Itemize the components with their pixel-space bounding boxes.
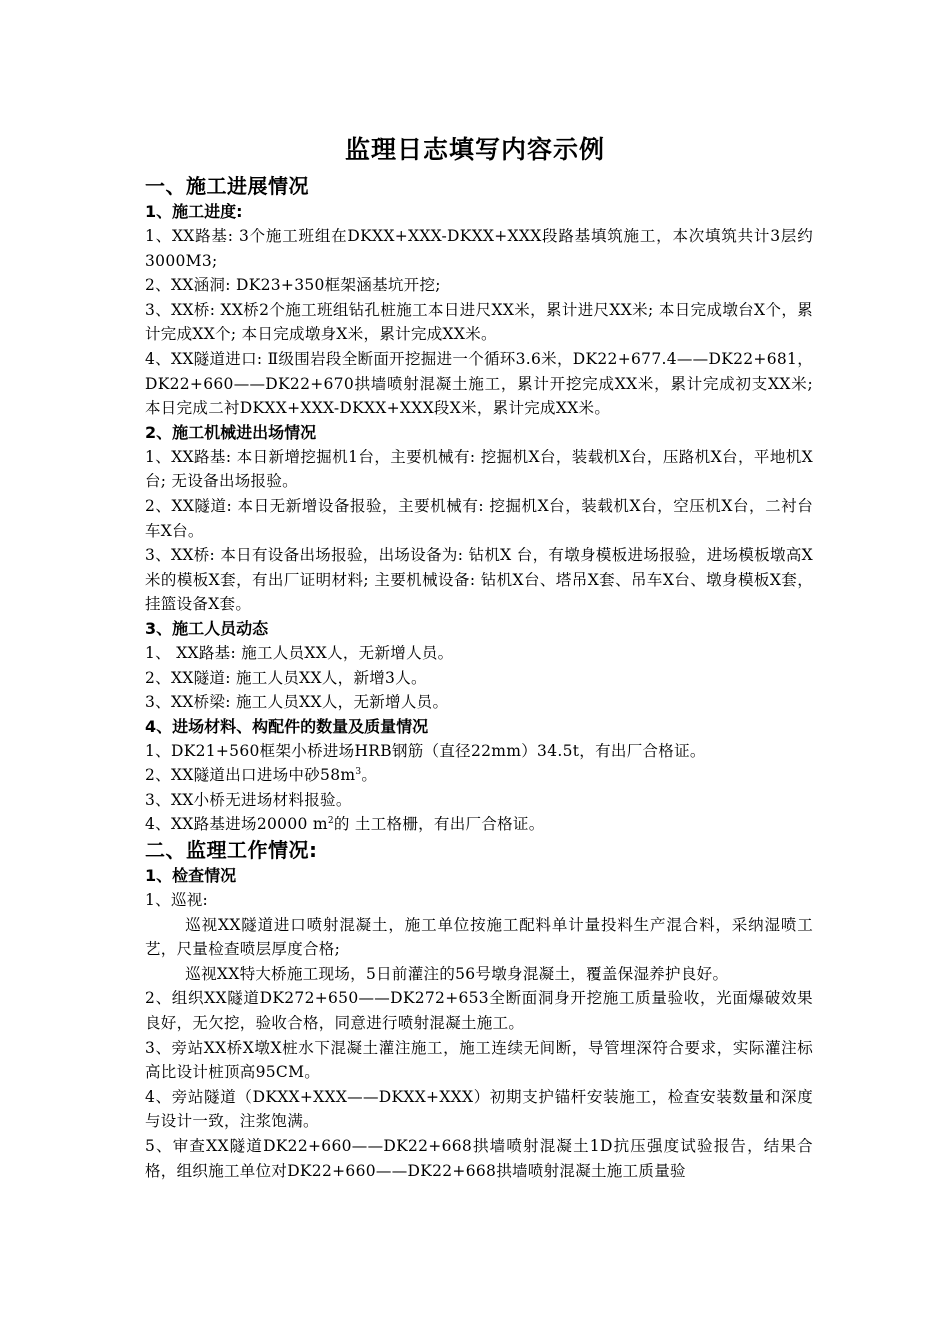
paragraph-machinery-roadbed: 1、XX路基: 本日新增挖掘机1台，主要机械有: 挖掘机X台，装载机X台，压路机X台，平地机X 台; 无设备出场报验。 [145, 447, 813, 491]
paragraph-tunnel: 4、XX隧道进口: Ⅱ级围岩段全断面开挖掘进一个循环3.6米，DK22+677.4——DK22+681，DK22+660——DK22+670拱墙喷射混凝土施工，累计开挖完成XX米，累计完成初支XX米; 本日完成二衬DKXX+XXX-DKXX+XXX段X米，累计完成XX米。 [145, 349, 813, 418]
paragraph-personnel-tunnel: 2、XX隧道: 施工人员XX人，新增3人。 [145, 668, 427, 687]
paragraph-personnel-bridge: 3、XX桥梁: 施工人员XX人，无新增人员。 [145, 693, 449, 712]
materials-sand-text: 2、XX隧道出口进场中砂58m [145, 766, 356, 785]
section-heading-progress: 一、施工进展情况 [145, 174, 309, 198]
superscript-cubic: 3 [355, 767, 362, 778]
paragraph-machinery-bridge: 3、XX桥: 本日有设备出场报验，出场设备为: 钻机X 台，有墩身模板进场报验，进场模板墩高X米的模板X套，有出厂证明材料; 主要机械设备: 钻机X台、塔吊X套、吊车X台、墩身模板X套，挂篮设备X套。 [145, 546, 813, 614]
paragraph-bridge: 3、XX桥: XX桥2个施工班组钻孔桩施工本日进尺XX米，累计进尺XX米; 本日完成墩台X个，累计完成XX个; 本日完成墩身X米，累计完成XX米。 [145, 300, 813, 344]
paragraph-materials-geogrid [145, 812, 813, 837]
paragraph-culvert: 2、XX涵洞: DK23+350框架涵基坑开挖; [145, 276, 441, 295]
paragraph-strength-report: 5、审查XX隧道DK22+660——DK22+668拱墙喷射混凝土1D抗压强度试验报告，结果合格，组织施工单位对DK22+660——DK22+668拱墙喷射混凝土施工质量验 [145, 1137, 813, 1180]
paragraph-materials-steel: 1、DK21+560框架小桥进场HRB钢筋（直径22mm）34.5t，有出厂合格证。 [145, 741, 706, 760]
paragraph-roadbed: 1、XX路基: 3个施工班组在DKXX+XXX-DKXX+XXX段路基填筑施工，本次填筑共计3层约3000M3; [145, 227, 813, 270]
section-heading-supervision: 二、监理工作情况: [145, 838, 318, 863]
document-body [145, 173, 813, 1183]
subheading-personnel: 3、施工人员动态 [145, 618, 269, 638]
paragraph-patrol-bridge: 巡视XX特大桥施工现场，5日前灌注的56号墩身混凝土，覆盖保湿养护良好。 [185, 964, 729, 983]
materials-sand-end: 。 [361, 766, 378, 785]
subheading-materials: 4、进场材料、构配件的数量及质量情况 [145, 716, 429, 736]
paragraph-acceptance: 2、组织XX隧道DK272+650——DK272+653全断面洞身开挖施工质量验收，光面爆破效果良好，无欠挖，验收合格，同意进行喷射混凝土施工。 [145, 989, 813, 1033]
paragraph-materials-none: 3、XX小桥无进场材料报验。 [145, 790, 352, 809]
page-title: 监理日志填写内容示例 [344, 135, 605, 164]
paragraph-materials-sand [145, 763, 813, 788]
subheading-inspection: 1、检查情况 [145, 866, 237, 886]
paragraph-anchor-bolt: 4、旁站隧道（DKXX+XXX——DKXX+XXX）初期支护锚杆安装施工，检查安装数量和深度与设计一致，注浆饱满。 [145, 1087, 813, 1131]
paragraph-patrol-tunnel: 巡视XX隧道进口喷射混凝土，施工单位按施工配料单计量投料生产混合料，采纳湿喷工艺，尺量检查喷层厚度合格; [145, 915, 813, 959]
materials-geogrid-end: 的 土工格栅，有出厂合格证。 [333, 815, 545, 834]
paragraph-pile-pour: 3、旁站XX桥X墩X桩水下混凝土灌注施工，施工连续无间断，导管埋深符合要求，实际灌注标高比设计桩顶高95CM。 [145, 1038, 813, 1082]
paragraph-machinery-tunnel: 2、XX隧道: 本日无新增设备报验，主要机械有: 挖掘机X台，装载机X台，空压机X台，二衬台车X台。 [145, 496, 813, 540]
subheading-machinery: 2、施工机械进出场情况 [145, 422, 317, 442]
subheading-progress: 1、施工进度: [145, 202, 243, 221]
superscript-square: 2 [327, 816, 334, 827]
materials-geogrid-text: 4、XX路基进场20000 m [145, 815, 328, 834]
paragraph-patrol-label: 1、巡视: [145, 891, 209, 910]
paragraph-personnel-roadbed: 1、 XX路基: 施工人员XX人，无新增人员。 [145, 643, 454, 662]
